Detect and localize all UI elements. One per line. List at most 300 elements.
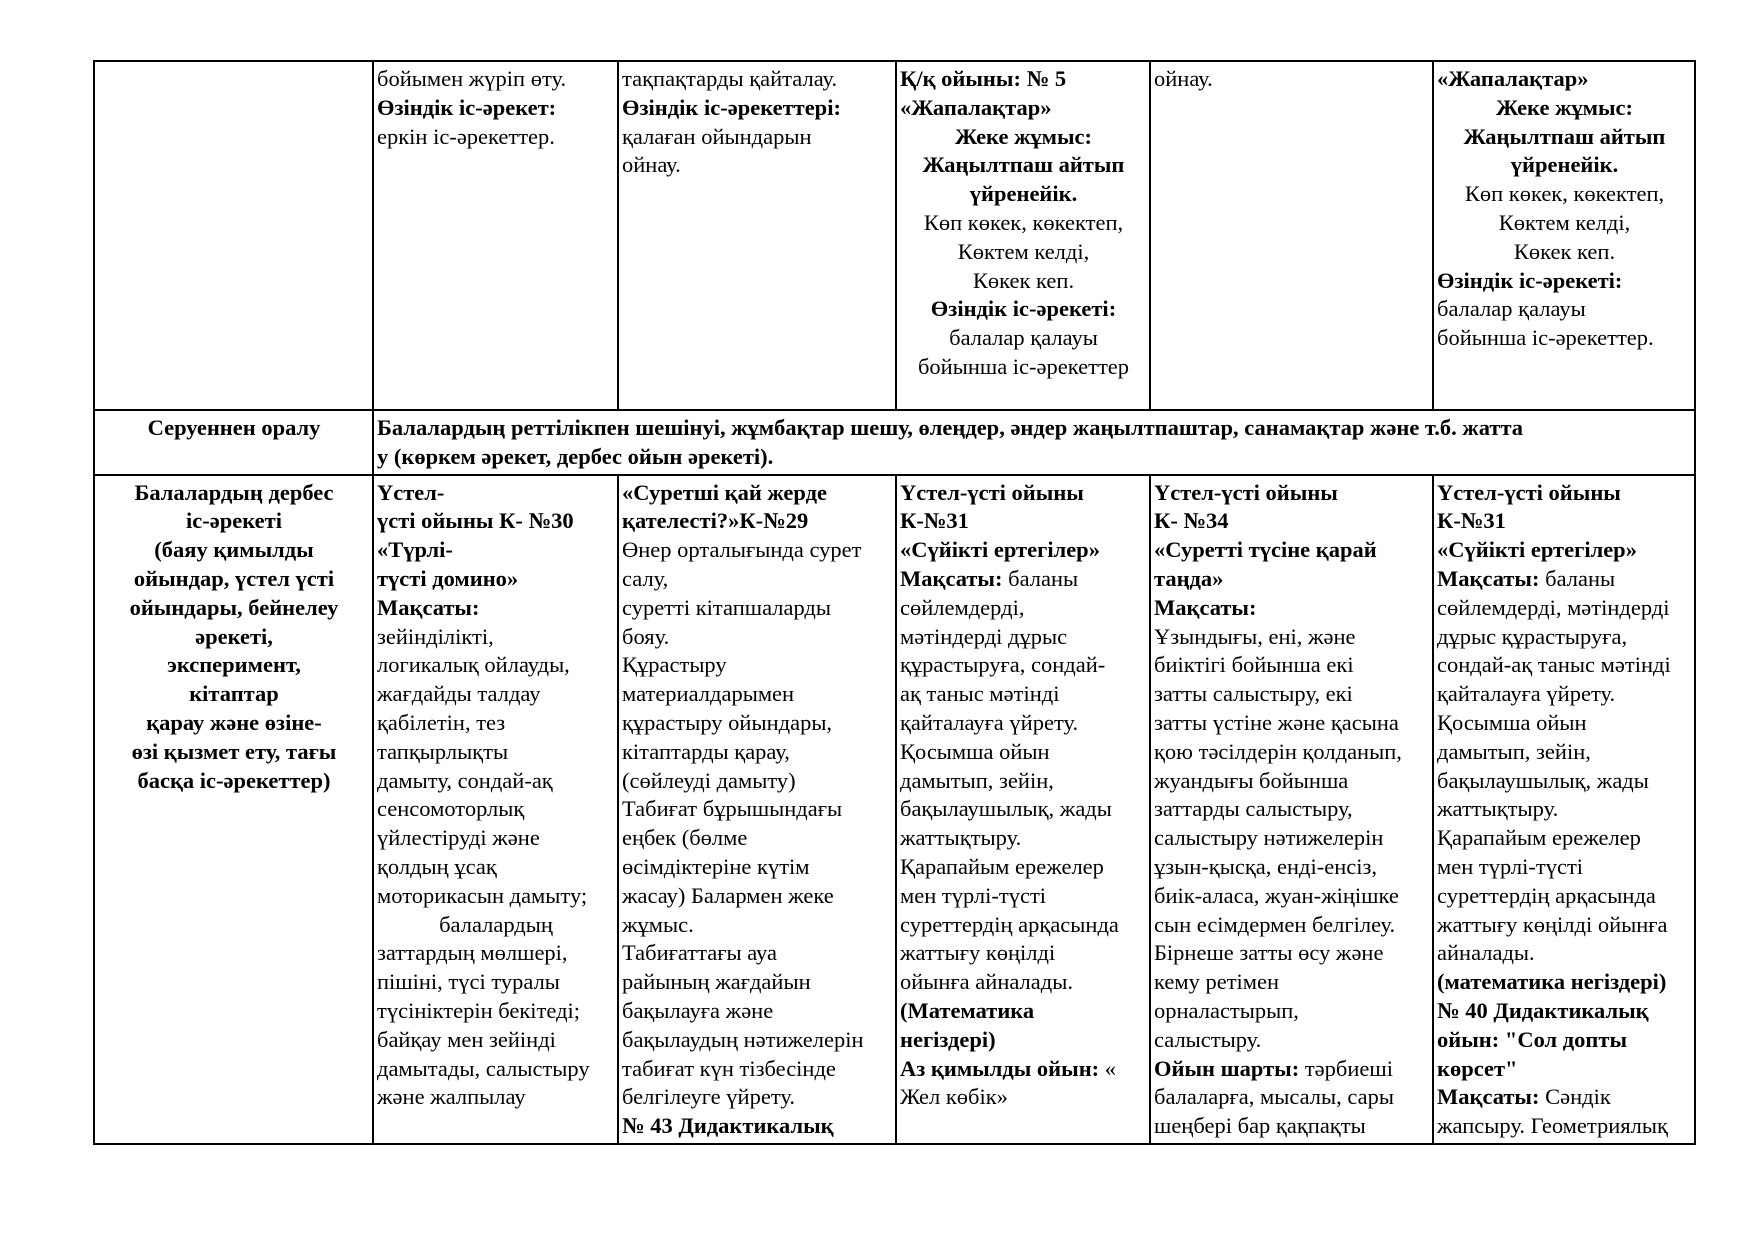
- cell-text-line: [622, 795, 893, 824]
- text-run: заттардың мөлшері,: [377, 940, 568, 966]
- text-run: суретті кітапшаларды: [622, 594, 831, 620]
- bold-text-run: «Суретті түсіне қарай: [1154, 537, 1377, 563]
- cell-text-line: [622, 767, 893, 796]
- text-run: балалар қалауы: [949, 325, 1098, 351]
- cell-text-line: [900, 939, 1147, 968]
- cell-text-line: [900, 151, 1147, 180]
- cell-text-line: [1154, 651, 1430, 680]
- cell-text-line: [900, 882, 1147, 911]
- cell-text-line: іс-әрекеті: [186, 508, 282, 534]
- bold-text-run: Үстел-үсті ойыны: [900, 479, 1084, 505]
- bold-text-run: Аз қимылды ойын:: [900, 1055, 1100, 1081]
- text-run: балаларға, мысалы, сары: [1154, 1084, 1394, 1110]
- cell-text-line: [1154, 623, 1430, 652]
- cell-text-line: кітаптар: [189, 681, 279, 707]
- bold-text-run: Жаңылтпаш айтып: [922, 152, 1125, 178]
- cell-text-line: [377, 507, 615, 536]
- text-run: Көктем келді,: [957, 238, 1090, 264]
- cell-text-line: [1154, 853, 1430, 882]
- cell-text-line: [1437, 911, 1692, 940]
- cell-text-line: [622, 623, 893, 652]
- text-run: Жел көбік»: [900, 1084, 1008, 1110]
- cell-text-line: қарау және өзіне-: [146, 709, 322, 735]
- text-run: Қосымша ойын: [1437, 709, 1587, 735]
- text-run: кему ретімен: [1154, 969, 1280, 995]
- text-run: және жалпылау: [377, 1084, 526, 1110]
- bold-text-run: «Сүйікті ертегілер»: [900, 537, 1100, 563]
- text-run: жаттығу көңілді ойынға: [1437, 911, 1668, 937]
- cell-text-line: [377, 594, 615, 623]
- daily-plan-table: [93, 60, 1696, 1145]
- cell-text-line: [900, 738, 1147, 767]
- bold-text-run: үсті ойыны К- №30: [377, 508, 574, 534]
- cell-text-line: [1437, 1026, 1692, 1055]
- text-run: жағдайды талдау: [377, 681, 541, 707]
- cell-text-line: [900, 594, 1147, 623]
- text-run: Қарапайым ережелер: [1437, 825, 1641, 851]
- cell-text-line: [622, 479, 893, 508]
- cell-text-line: [900, 536, 1147, 565]
- cell-text-line: [900, 565, 1147, 594]
- cell-text-line: [1437, 180, 1692, 209]
- text-run: Табиғаттағы ауа: [622, 940, 777, 966]
- cell-text-line: [377, 882, 615, 911]
- bold-text-run: «Сүйікті ертегілер»: [1437, 537, 1637, 563]
- cell-text-line: [1437, 795, 1692, 824]
- cell-text-line: [1154, 1026, 1430, 1055]
- cell-text-line: [377, 65, 615, 94]
- text-run: қою тәсілдерін қолданып,: [1154, 738, 1402, 764]
- text-run: дұрыс құрастыруға,: [1437, 623, 1628, 649]
- cell-text-line: [377, 680, 615, 709]
- text-run: тәрбиеші: [1299, 1055, 1393, 1081]
- cell-text-line: [1154, 939, 1430, 968]
- bold-text-run: Мақсаты:: [1437, 565, 1540, 591]
- cell-text-line: [622, 968, 893, 997]
- cell-text-line: [900, 968, 1147, 997]
- bold-text-run: К-№31: [900, 508, 969, 534]
- cell-text-line: [1154, 1083, 1430, 1112]
- text-run: тапқырлықты: [377, 738, 509, 764]
- cell-text-line: [622, 1083, 893, 1112]
- cell-text-line: эксперимент,: [167, 652, 301, 678]
- text-run: сондай-ақ таныс мәтінді: [1437, 652, 1671, 678]
- text-run: айналады.: [1437, 940, 1535, 966]
- text-run: «: [1099, 1055, 1117, 1081]
- bold-text-run: Мақсаты:: [1437, 1084, 1540, 1110]
- cell-text-line: [377, 479, 615, 508]
- text-run: зейінділікті,: [377, 623, 494, 649]
- text-run: бойымен жүріп өту.: [377, 66, 567, 91]
- cell-text-line: [1154, 594, 1430, 623]
- text-run: өсімдіктеріне күтім: [622, 853, 810, 879]
- cell-text-line: [900, 123, 1147, 152]
- bold-text-run: Мақсаты:: [1154, 594, 1257, 620]
- text-run: Көктем келді,: [1498, 209, 1631, 235]
- cell-text-line: [377, 795, 615, 824]
- cell-text-line: [900, 65, 1147, 94]
- row-label-text: Серуеннен оралу: [147, 415, 321, 440]
- cell-text-line: [1154, 968, 1430, 997]
- cell-text-line: [900, 295, 1147, 324]
- cell-text-line: [622, 1026, 893, 1055]
- text-run: бақылаушылық, жады: [1437, 767, 1649, 793]
- text-run: логикалық ойлауды,: [377, 652, 570, 678]
- cell-text-line: [622, 123, 893, 152]
- cell-text-line: [377, 623, 615, 652]
- cell-text-line: [622, 680, 893, 709]
- cell-text-line: [1437, 267, 1692, 296]
- cell-text-line: [1437, 651, 1692, 680]
- text-run: Құрастыру: [622, 652, 727, 678]
- cell-text-line: [1437, 882, 1692, 911]
- text-run: орналастырып,: [1154, 997, 1299, 1023]
- cell-text-line: [377, 123, 615, 152]
- bold-text-run: үйренейік.: [1510, 152, 1619, 178]
- cell-text-line: [377, 536, 615, 565]
- text-run: Өнер орталығында сурет: [622, 537, 862, 563]
- bold-text-run: негіздері): [900, 1026, 996, 1052]
- cell-text-line: (баяу қимылды: [154, 537, 314, 563]
- text-run: шеңбері бар қақпақты: [1154, 1113, 1366, 1139]
- cell-text-line: [1437, 1083, 1692, 1112]
- text-run: жұмыс.: [622, 911, 694, 937]
- bold-text-run: № 40 Дидактикалық: [1437, 997, 1649, 1023]
- cell-text-line: [900, 853, 1147, 882]
- text-run: Бірнеше затты өсу және: [1154, 940, 1384, 966]
- cell-return-from-walk-content: [373, 410, 1695, 475]
- text-run: дамытып, зейін,: [1437, 738, 1591, 764]
- text-run: мәтіндерді дұрыс: [900, 623, 1068, 649]
- cell-monday: [373, 475, 618, 1144]
- text-run: жаттықтыру.: [1437, 796, 1559, 822]
- text-run: қолдың ұсақ: [377, 853, 497, 879]
- text-run: жуандығы бойынша: [1154, 767, 1349, 793]
- cell-text-line: [377, 911, 615, 940]
- cell-text-line: [1437, 709, 1692, 738]
- text-run: байқау мен зейінді: [377, 1026, 556, 1052]
- cell-text-line: [900, 1083, 1147, 1112]
- text-run: тақпақтарды қайталау.: [622, 66, 838, 91]
- text-run: райының жағдайын: [622, 969, 811, 995]
- text-run: суреттердің арқасында: [1437, 882, 1656, 908]
- text-run: суреттердің арқасында: [900, 911, 1119, 937]
- cell-monday: [373, 61, 618, 410]
- cell-text-line: [1437, 738, 1692, 767]
- cell-text-line: [1154, 1112, 1430, 1141]
- text-run: бойынша іс-әрекеттер: [917, 353, 1130, 379]
- cell-text-line: [1154, 767, 1430, 796]
- text-run: жапсыру. Геометриялық: [1437, 1113, 1668, 1139]
- cell-text-line: [377, 997, 615, 1026]
- row-label-return-from-walk: [94, 410, 373, 475]
- cell-text-line: [1154, 536, 1430, 565]
- cell-text-line: [1437, 824, 1692, 853]
- text-run: ұзын-қысқа, енді-енсіз,: [1154, 853, 1377, 879]
- text-run: құрастыру ойындары,: [622, 709, 833, 735]
- cell-text-line: [1437, 507, 1692, 536]
- cell-text-line: [1154, 795, 1430, 824]
- cell-thursday: [1150, 475, 1433, 1144]
- bold-text-run: Жеке жұмыс:: [954, 123, 1093, 149]
- cell-text-line: [377, 709, 615, 738]
- bold-text-run: «Түрлі-: [377, 537, 453, 563]
- text-run: ойнау.: [622, 152, 681, 178]
- cell-text-line: [900, 997, 1147, 1026]
- cell-text-line: у (көркем әрекет, дербес ойын әрекеті).: [377, 443, 774, 469]
- cell-text-line: [377, 824, 615, 853]
- text-run: сөйлемдерді, мәтіндерді: [1437, 594, 1670, 620]
- cell-text-line: [1437, 65, 1692, 94]
- bold-text-run: Үстел-: [377, 479, 445, 505]
- bold-text-run: үйренейік.: [969, 181, 1078, 207]
- text-run: еңбек (бөлме: [622, 825, 748, 851]
- cell-text-line: [622, 565, 893, 594]
- text-run: мен түрлі-түсті: [1437, 853, 1584, 879]
- bold-text-run: Өзіндік іс-әрекет:: [377, 94, 557, 120]
- cell-text-line: [622, 911, 893, 940]
- cell-text-line: [622, 651, 893, 680]
- cell-text-line: [1437, 479, 1692, 508]
- cell-text-line: [1154, 997, 1430, 1026]
- cell-text-line: [377, 651, 615, 680]
- cell-text-line: [1154, 507, 1430, 536]
- cell-text-line: Балалардың дербес: [134, 479, 334, 505]
- text-run: сенсомоторлық: [377, 796, 525, 822]
- cell-text-line: [900, 209, 1147, 238]
- cell-wednesday: [896, 475, 1150, 1144]
- bold-text-run: Ойын шарты:: [1154, 1055, 1300, 1081]
- cell-text-line: [377, 565, 615, 594]
- row-label-empty: [94, 61, 373, 410]
- text-run: табиғат күн тізбесінде: [622, 1055, 836, 1081]
- cell-tuesday: [618, 61, 896, 410]
- bold-text-run: № 43 Дидактикалық: [622, 1113, 834, 1139]
- cell-text-line: [900, 1026, 1147, 1055]
- table-row-return-from-walk: [94, 410, 1695, 475]
- cell-text-line: [622, 853, 893, 882]
- cell-text-line: [377, 94, 615, 123]
- text-run: бақылауға және: [622, 997, 774, 1023]
- cell-text-line: [1154, 911, 1430, 940]
- text-run: биік-аласа, жуан-жіңішке: [1154, 882, 1399, 908]
- text-run: балалардың: [439, 911, 553, 937]
- cell-text-line: [1154, 824, 1430, 853]
- cell-thursday: [1150, 61, 1433, 410]
- cell-text-line: [377, 968, 615, 997]
- bold-text-run: Үстел-үсті ойыны: [1154, 479, 1338, 505]
- text-run: ақ таныс мәтінді: [900, 681, 1060, 707]
- bold-text-run: көрсет": [1437, 1055, 1518, 1081]
- cell-text-line: [900, 479, 1147, 508]
- cell-text-line: [1437, 997, 1692, 1026]
- cell-text-line: [622, 594, 893, 623]
- cell-text-line: [622, 882, 893, 911]
- bold-text-run: Өзіндік іс-әрекеті:: [1437, 267, 1623, 293]
- table-row-independent-activity: [94, 475, 1695, 1144]
- cell-text-line: [622, 1055, 893, 1084]
- cell-text-line: [377, 738, 615, 767]
- cell-text-line: [1437, 939, 1692, 968]
- cell-text-line: [622, 1112, 893, 1141]
- cell-text-line: [1437, 94, 1692, 123]
- cell-text-line: [900, 824, 1147, 853]
- cell-text-line: [1437, 1055, 1692, 1084]
- text-run: еркін іс-әрекеттер.: [377, 123, 555, 149]
- bold-text-run: Жаңылтпаш айтып: [1463, 123, 1666, 149]
- cell-tuesday: [618, 475, 896, 1144]
- cell-text-line: [900, 623, 1147, 652]
- text-run: белгілеуге үйрету.: [622, 1084, 795, 1110]
- cell-text-line: [377, 939, 615, 968]
- cell-text-line: [1154, 1055, 1430, 1084]
- cell-text-line: [377, 1055, 615, 1084]
- text-run: жаттығу көңілді: [900, 940, 1056, 966]
- cell-text-line: [1437, 1112, 1692, 1141]
- cell-text-line: [900, 353, 1147, 382]
- plan-table-wrapper: [93, 60, 1696, 1145]
- cell-text-line: [622, 709, 893, 738]
- text-run: Қосымша ойын: [900, 738, 1050, 764]
- text-run: ойнау.: [1154, 66, 1213, 91]
- cell-text-line: [1154, 882, 1430, 911]
- cell-text-line: [1154, 565, 1430, 594]
- text-run: дамытады, салыстыру: [377, 1055, 590, 1081]
- text-run: пішіні, түсі туралы: [377, 969, 560, 995]
- text-run: балалар қалауы: [1437, 296, 1586, 322]
- cell-text-line: ойындар, үстел үсті: [133, 565, 335, 591]
- cell-wednesday: [896, 61, 1150, 410]
- bold-text-run: К-№31: [1437, 508, 1506, 534]
- bold-text-run: Өзіндік іс-әрекеті:: [930, 296, 1117, 322]
- cell-text-line: [900, 180, 1147, 209]
- cell-text-line: [1437, 295, 1692, 324]
- cell-text-line: [377, 1026, 615, 1055]
- cell-text-line: [622, 997, 893, 1026]
- text-run: Көп көкек, көкектеп,: [1464, 181, 1665, 207]
- table-row-walk-continuation: [94, 61, 1695, 410]
- text-run: бақылаушылық, жады: [900, 796, 1112, 822]
- text-run: Көкек кеп.: [972, 267, 1075, 293]
- text-run: мен түрлі-түсті: [900, 882, 1047, 908]
- text-run: салу,: [622, 565, 669, 591]
- cell-text-line: [1154, 65, 1430, 94]
- cell-text-line: [622, 939, 893, 968]
- text-run: баланы: [1539, 565, 1616, 591]
- cell-text-line: [900, 324, 1147, 353]
- cell-text-line: [622, 536, 893, 565]
- cell-text-line: [1437, 853, 1692, 882]
- cell-text-line: [1437, 324, 1692, 353]
- cell-text-line: [900, 709, 1147, 738]
- cell-text-line: [622, 94, 893, 123]
- bold-text-run: «Жапалақтар»: [900, 94, 1052, 120]
- text-run: баланы: [1002, 565, 1079, 591]
- cell-text-line: [622, 151, 893, 180]
- text-run: құрастыруға, сондай-: [900, 652, 1106, 678]
- row-label-independent-activity: [94, 475, 373, 1144]
- cell-text-line: [900, 651, 1147, 680]
- cell-text-line: [900, 680, 1147, 709]
- text-run: жасау) Балармен жеке: [622, 882, 834, 908]
- cell-text-line: [1437, 238, 1692, 267]
- cell-text-line: өзі қызмет ету, тағы: [131, 738, 337, 764]
- text-run: сын есімдермен белгілеу.: [1154, 911, 1396, 937]
- cell-text-line: [1437, 623, 1692, 652]
- bold-text-run: Үстел-үсті ойыны: [1437, 479, 1621, 505]
- cell-text-line: [377, 1083, 615, 1112]
- cell-text-line: [622, 65, 893, 94]
- text-run: бақылаудың нәтижелерін: [622, 1026, 864, 1052]
- cell-text-line: [1437, 680, 1692, 709]
- cell-text-line: [1437, 594, 1692, 623]
- cell-text-line: [900, 911, 1147, 940]
- text-run: Қарапайым ережелер: [900, 853, 1104, 879]
- cell-text-line: [900, 238, 1147, 267]
- cell-text-line: [1437, 968, 1692, 997]
- text-run: затты салыстыру, екі: [1154, 681, 1353, 707]
- text-run: түсініктерін бекітеді;: [377, 997, 581, 1023]
- text-run: дамытып, зейін,: [900, 767, 1054, 793]
- text-run: кітаптарды қарау,: [622, 738, 790, 764]
- bold-text-run: Мақсаты:: [900, 565, 1003, 591]
- cell-text-line: [1154, 738, 1430, 767]
- text-run: салыстыру нәтижелерін: [1154, 825, 1384, 851]
- cell-text-line: [900, 1055, 1147, 1084]
- text-run: Көп көкек, көкектеп,: [923, 209, 1124, 235]
- bold-text-run: Өзіндік іс-әрекеттері:: [622, 94, 841, 120]
- bold-text-run: таңда»: [1154, 565, 1224, 591]
- cell-text-line: Балалардың реттілікпен шешінуі, жұмбақтар шешу, өлеңдер, әндер жаңылтпаштар, санамақтар және т.б. жатта: [377, 415, 1524, 440]
- text-run: моторикасын дамыту;: [377, 882, 588, 908]
- cell-friday: [1433, 475, 1695, 1144]
- text-run: бояу.: [622, 623, 670, 649]
- text-run: бойынша іс-әрекеттер.: [1437, 325, 1654, 351]
- cell-text-line: [900, 795, 1147, 824]
- cell-text-line: [900, 94, 1147, 123]
- text-run: сөйлемдерді,: [900, 594, 1025, 620]
- text-run: қайталауға үйрету.: [1437, 681, 1616, 707]
- cell-friday: [1433, 61, 1695, 410]
- cell-text-line: [377, 853, 615, 882]
- bold-text-run: Қ/қ ойыны: № 5: [900, 66, 1067, 91]
- cell-text-line: [1154, 709, 1430, 738]
- cell-text-line: ойындары, бейнелеу: [129, 594, 339, 620]
- cell-text-line: [900, 267, 1147, 296]
- text-run: Табиғат бұрышындағы: [622, 796, 843, 822]
- bold-text-run: Мақсаты:: [377, 594, 480, 620]
- cell-text-line: [622, 507, 893, 536]
- text-run: жаттықтыру.: [900, 825, 1022, 851]
- cell-text-line: [1437, 565, 1692, 594]
- text-run: қайталауға үйрету.: [900, 709, 1079, 735]
- cell-text-line: [1154, 479, 1430, 508]
- bold-text-run: ойын: "Сол допты: [1437, 1026, 1628, 1052]
- text-run: ойынға айналады.: [900, 969, 1073, 995]
- text-run: Ұзындығы, ені, және: [1154, 623, 1356, 649]
- cell-text-line: [622, 738, 893, 767]
- cell-text-line: [900, 507, 1147, 536]
- cell-text-line: [1437, 123, 1692, 152]
- cell-text-line: [1437, 767, 1692, 796]
- cell-text-line: [900, 767, 1147, 796]
- cell-text-line: басқа іс-әрекеттер): [137, 767, 331, 793]
- text-run: үйлестіруді және: [377, 825, 540, 851]
- text-run: (сөйлеуді дамыту): [622, 767, 796, 793]
- bold-text-run: «Жапалақтар»: [1437, 66, 1589, 91]
- bold-text-run: К- №34: [1154, 508, 1229, 534]
- text-run: дамыту, сондай-ақ: [377, 767, 553, 793]
